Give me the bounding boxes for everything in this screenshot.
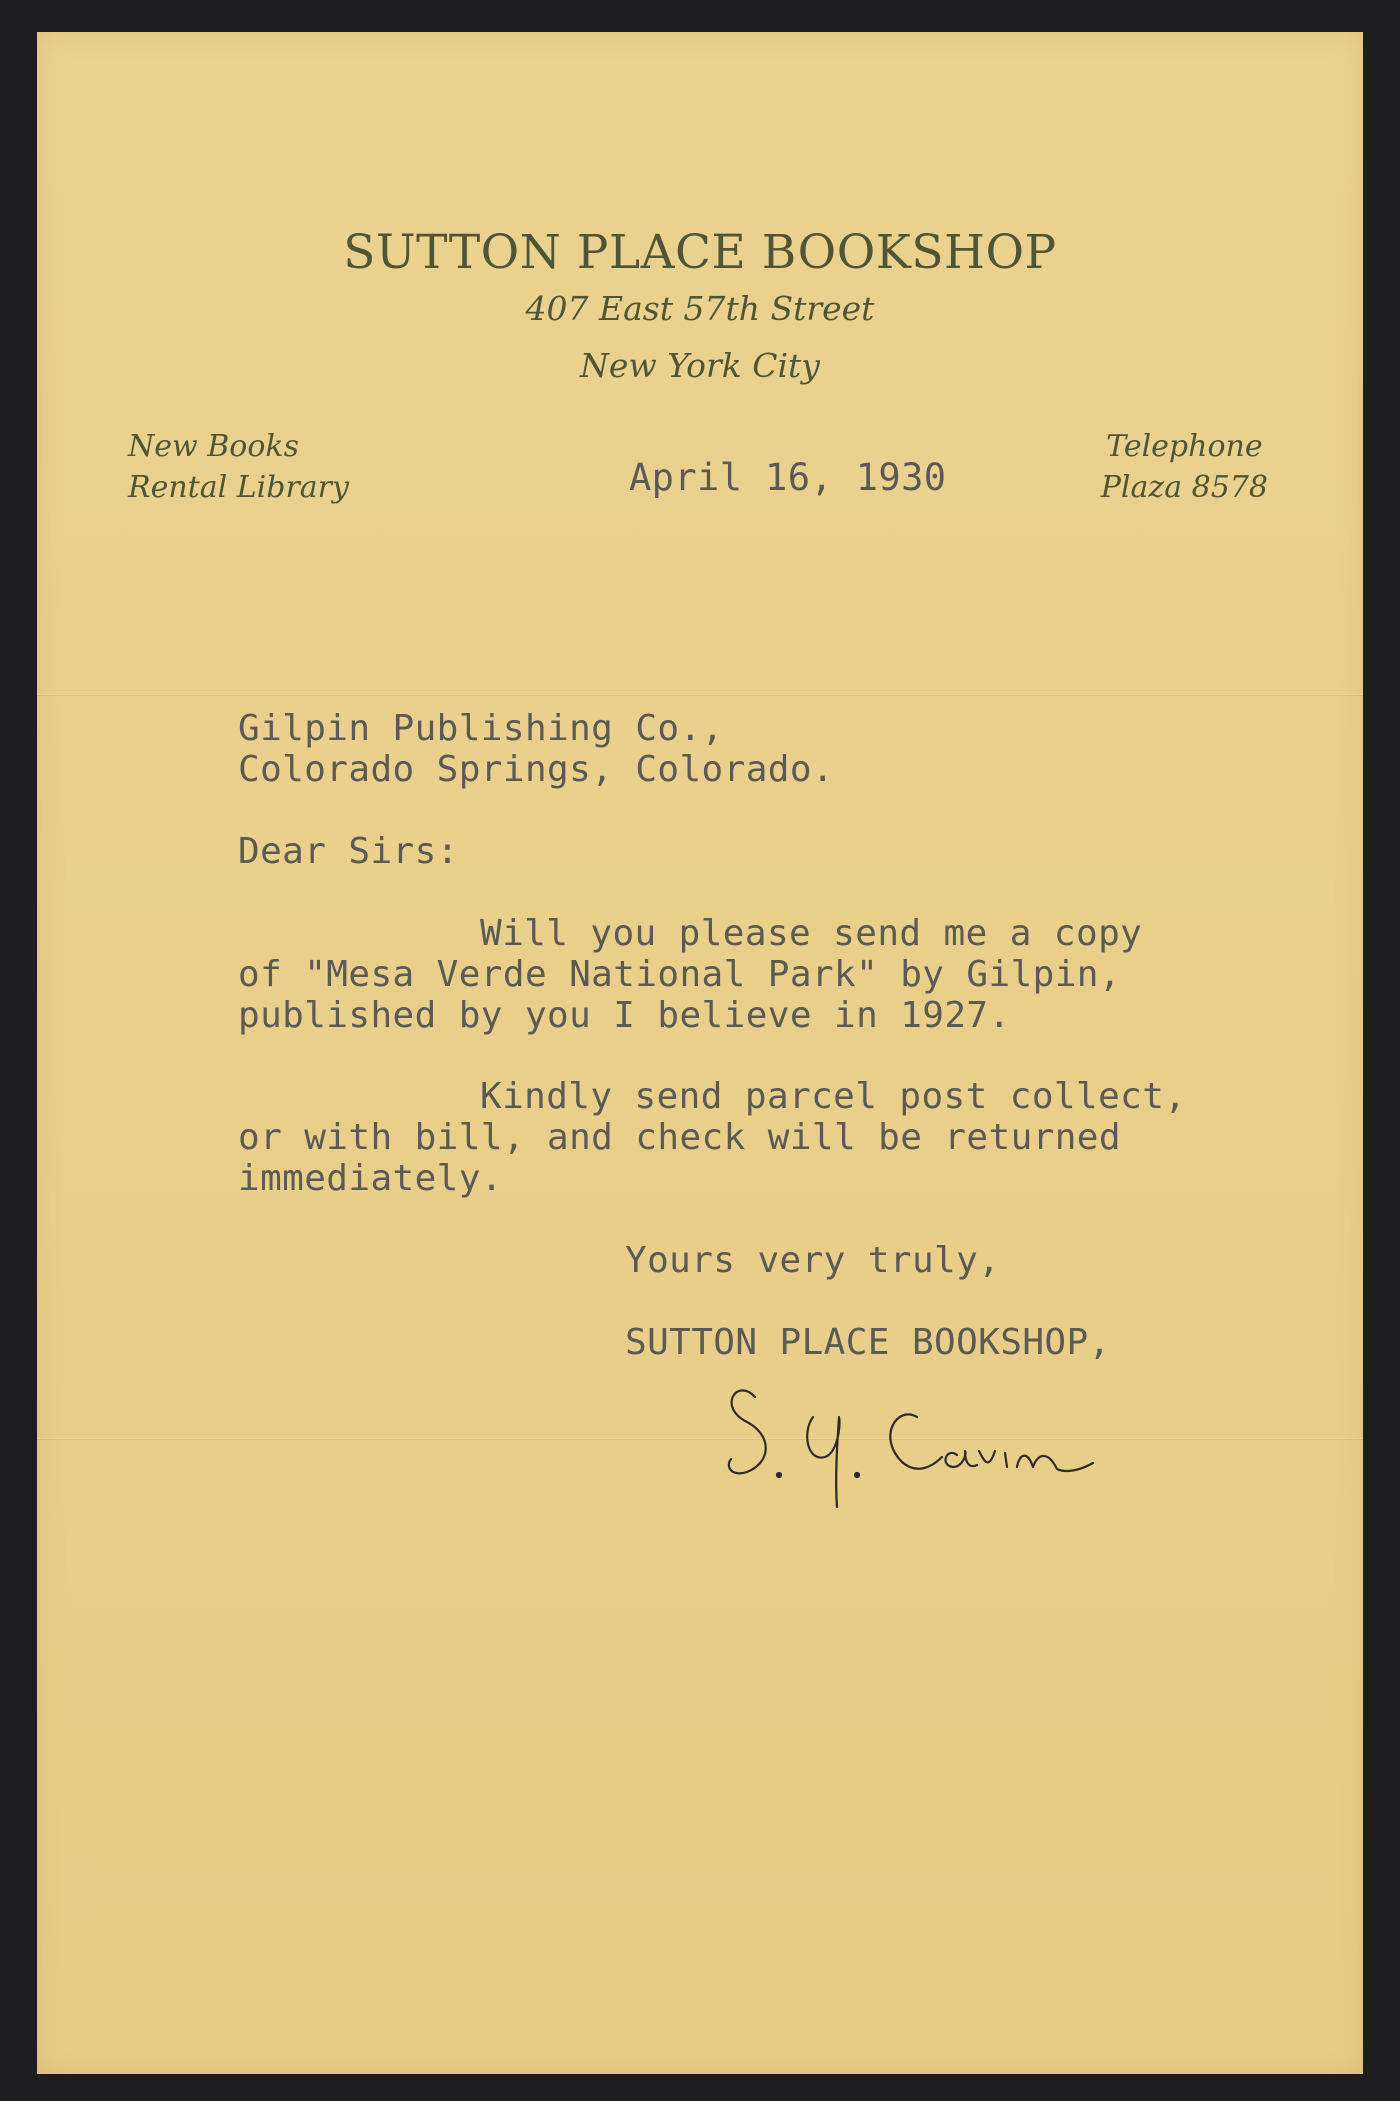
letterhead-telephone <box>1101 426 1268 508</box>
letterhead-address-city: New York City <box>580 346 820 385</box>
letterhead-address-street: 407 East 57th Street <box>525 289 875 328</box>
recipient-address: Colorado Springs, Colorado. <box>238 749 834 790</box>
letterhead-telephone-number: Plaza 8578 <box>1100 470 1268 505</box>
body-paragraph-1-line-2: of "Mesa Verde National Park" by Gilpin, <box>238 954 1121 995</box>
handwritten-signature <box>717 1367 1157 1527</box>
closing: Yours very truly, <box>625 1240 1001 1281</box>
body-paragraph-1-line-3: published by you I believe in 1927. <box>238 995 1011 1036</box>
letter-page <box>37 32 1363 2074</box>
letterhead-services <box>128 426 349 508</box>
letterhead-telephone-label: Telephone <box>1106 429 1263 464</box>
body-paragraph-2-line-2: or with bill, and check will be returned <box>238 1117 1121 1158</box>
body-paragraph-2-line-1: Kindly send parcel post collect, <box>480 1076 1187 1117</box>
letterhead-rental-library: Rental Library <box>128 470 349 505</box>
fold-line-upper <box>37 694 1363 696</box>
letterhead-name: SUTTON PLACE BOOKSHOP <box>343 225 1057 280</box>
letterhead-new-books: New Books <box>128 429 299 464</box>
letter-date: April 16, 1930 <box>629 456 947 499</box>
recipient-name: Gilpin Publishing Co., <box>238 708 724 749</box>
salutation: Dear Sirs: <box>238 831 459 872</box>
body-paragraph-2-line-3: immediately. <box>238 1158 503 1199</box>
signature-block: SUTTON PLACE BOOKSHOP, <box>625 1322 1111 1363</box>
body-paragraph-1-line-1: Will you please send me a copy <box>480 913 1143 954</box>
fold-line-lower <box>37 1438 1363 1440</box>
